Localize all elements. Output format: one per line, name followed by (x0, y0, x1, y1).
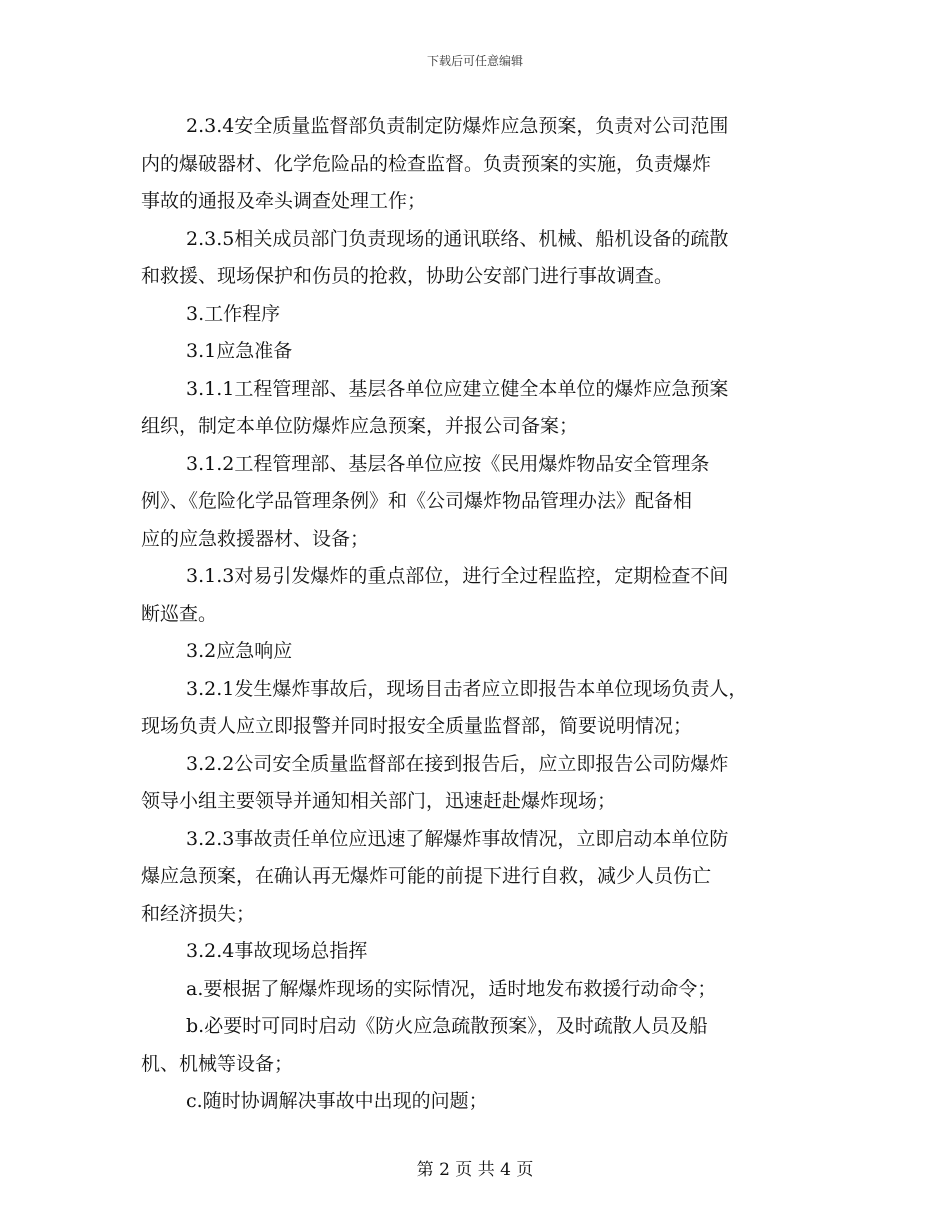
paragraph-line: 爆应急预案，在确认再无爆炸可能的前提下进行自救，减少人员伤亡 (141, 865, 712, 887)
section-heading: 3.工作程序 (186, 302, 281, 325)
page-header: 下载后可任意编辑 (426, 54, 523, 68)
paragraph-line: 应的应急救援器材、设备； (141, 527, 370, 550)
paragraph-line: 2.3.4安全质量监督部负责制定防爆炸应急预案，负责对公司范围 (186, 115, 729, 137)
paragraph-line: 事故的通报及牵头调查处理工作； (141, 190, 427, 212)
paragraph-line: 3.1.3对易引发爆炸的重点部位，进行全过程监控，定期检查不间 (186, 565, 729, 587)
paragraph-line: 和救援、现场保护和伤员的抢救，协助公安部门进行事故调查。 (141, 265, 674, 287)
section-heading: 3.1应急准备 (186, 340, 293, 362)
paragraph-line: 现场负责人应立即报警并同时报安全质量监督部，简要说明情况； (141, 715, 693, 737)
list-item: c.随时协调解决事故中出现的问题； (186, 1090, 488, 1112)
paragraph-line: 组织，制定本单位防爆炸应急预案，并报公司备案； (141, 415, 579, 437)
list-item-continuation: 机、机械等设备； (141, 1052, 294, 1075)
paragraph-line: 和经济损失； (141, 902, 256, 925)
paragraph-line: 3.2.2公司安全质量监督部在接到报告后，应立即报告公司防爆炸 (186, 752, 729, 775)
page-number-footer: 第 2 页 共 4 页 (416, 1160, 534, 1180)
paragraph-line: 例》、《危险化学品管理条例》和《公司爆炸物品管理办法》配备相 (141, 490, 693, 512)
paragraph-line: 3.2.3事故责任单位应迅速了解爆炸事故情况，立即启动本单位防 (186, 827, 729, 850)
paragraph-line: 2.3.5相关成员部门负责现场的通讯联络、机械、船机设备的疏散 (186, 227, 729, 250)
section-heading: 3.2应急响应 (186, 640, 293, 662)
paragraph-line: 内的爆破器材、化学危险品的检查监督。负责预案的实施，负责爆炸 (141, 152, 712, 175)
paragraph-line: 3.2.1发生爆炸事故后，现场目击者应立即报告本单位现场负责人， (186, 677, 748, 700)
list-item: a.要根据了解爆炸现场的实际情况，适时地发布救援行动命令； (186, 977, 717, 1000)
paragraph-line: 3.1.2工程管理部、基层各单位应按《民用爆炸物品安全管理条 (186, 452, 710, 475)
paragraph-line: 断巡查。 (141, 602, 218, 625)
paragraph-line: 3.1.1工程管理部、基层各单位应建立健全本单位的爆炸应急预案 (186, 377, 729, 400)
section-heading: 3.2.4事故现场总指挥 (186, 940, 368, 962)
document-body (141, 108, 813, 1121)
list-item: b.必要时可同时启动《防火应急疏散预案》，及时疏散人员及船 (186, 1015, 708, 1037)
paragraph-line: 领导小组主要领导并通知相关部门，迅速赶赴爆炸现场； (141, 790, 617, 812)
